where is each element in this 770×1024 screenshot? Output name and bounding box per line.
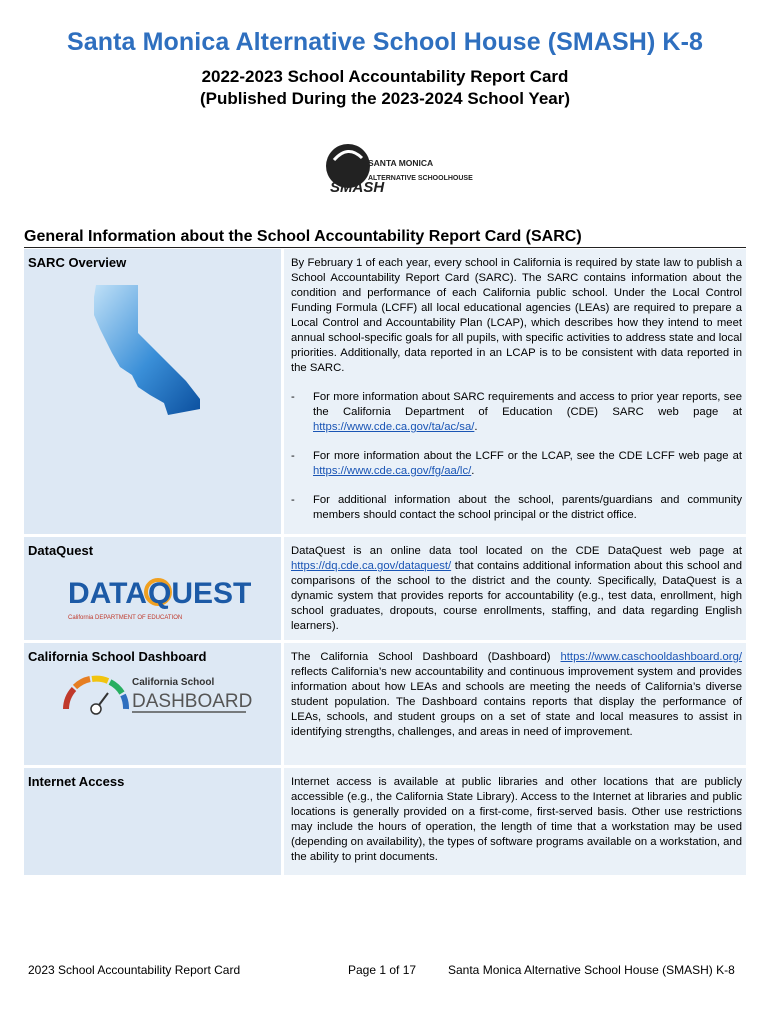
- sarc-overview-text: By February 1 of each year, every school in California is required by state law to publish a School Accountability Report Card (SARC). The SARC contains information about the condition and performance of each California public school. Under the Local Control Funding Formula (LCFF) all local educational agencies (LEAs) are required to prepare a Local Control and Accountability Plan (LCAP), which describes how they intend to meet annual school-specific goals for all pupils, with specific activities to address state and local priorities. Additionally, data reported in an LCAP is to be consistent with data reported in the SARC.: [291, 257, 742, 374]
- dataquest-label: DataQuest: [28, 543, 94, 558]
- sarc-overview-label: SARC Overview: [28, 255, 127, 270]
- logo-name-line-1: SANTA MONICA: [368, 158, 434, 168]
- subtitle-line-1: 2022-2023 School Accountability Report Card: [201, 67, 569, 86]
- dashboard-content: [284, 643, 746, 765]
- bullet-text: For more information about SARC requirements and access to prior year reports, see the California Department of Education (CDE) SARC web page at https://www.cde.ca.gov/ta/ac/sa/.: [313, 391, 742, 433]
- california-map-icon: [86, 281, 216, 421]
- dataquest-content: [284, 537, 746, 640]
- bullet-text: For additional information about the school, parents/guardians and community members should contact the school principal or the district office.: [313, 494, 742, 521]
- logo-mark-text: SMASH: [330, 179, 385, 196]
- internet-access-text: Internet access is available at public libraries and other locations that are publicly accessible (e.g., the California State Library). Access to the Internet at libraries and public locations is generally provided on a first-come, first-served basis. Other use restrictions may include the hours of operation, the length of time that a workstation may be used (depending on availability), the types of software programs available on a workstation, and the ability to print documents.: [291, 776, 742, 863]
- table-row: [24, 249, 746, 534]
- report-subtitle: [0, 66, 770, 110]
- sarc-overview-label-cell: [24, 249, 281, 534]
- section-heading: General Information about the School Accountability Report Card (SARC): [24, 228, 582, 245]
- dashboard-label: California School Dashboard: [28, 649, 207, 664]
- dashboard-text: The California School Dashboard (Dashboard) https://www.caschooldashboard.org/ reflects California’s new accountability and continuous improvement system and provides information about how LEAs and schools are meeting the needs of California’s diverse student population. The Dashboard contains reports that display the performance of LEAs, schools, and student groups on a set of state and local measures to assist in identifying strengths, challenges, and areas in need of improvement.: [291, 651, 742, 738]
- table-row: [24, 768, 746, 875]
- dashboard-logo-line-1: California School: [132, 677, 215, 688]
- dashboard-label-cell: [24, 643, 281, 765]
- subtitle-line-2: (Published During the 2023-2024 School Year): [199, 89, 571, 108]
- dashboard-link[interactable]: https://www.caschooldashboard.org/: [560, 651, 742, 663]
- page-title: Santa Monica Alternative School House (SMASH) K-8: [66, 28, 703, 56]
- dataquest-logo-caption: California DEPARTMENT OF EDUCATION: [68, 615, 183, 621]
- dashboard-logo-line-2: DASHBOARD: [132, 691, 253, 712]
- list-item: [291, 493, 742, 523]
- sarc-info-table: [24, 249, 746, 878]
- internet-access-content: [284, 768, 746, 875]
- dashboard-logo: [60, 669, 253, 719]
- table-row: [24, 537, 746, 640]
- bullet-dash: -: [291, 494, 295, 506]
- bullet-dash: -: [291, 450, 295, 462]
- internet-access-label: Internet Access: [28, 774, 125, 789]
- table-row: [24, 643, 746, 765]
- dataquest-text: DataQuest is an online data tool located on the CDE DataQuest web page at https://dq.cde.ca.gov/dataquest/ that contains additional information about this school and comparisons of the school to the district and the county. Specifically, DataQuest is a dynamic system that provides reports for accountability (e.g., test data, enrollment, high school graduates, dropouts, course enrollments, staffing, and data regarding English learners).: [291, 545, 742, 632]
- dataquest-link[interactable]: https://dq.cde.ca.gov/dataquest/: [291, 560, 452, 572]
- dataquest-logo: [66, 569, 252, 623]
- bullet-dash: -: [291, 391, 295, 403]
- list-item: [291, 449, 742, 479]
- sarc-overview-content: [284, 249, 746, 534]
- lcff-web-page-link[interactable]: https://www.cde.ca.gov/fg/aa/lc/: [313, 465, 472, 477]
- list-item: [291, 390, 742, 435]
- dataquest-logo-word-2: QUEST: [148, 577, 252, 610]
- footer-right: Santa Monica Alternative School House (SMASH) K-8: [448, 963, 735, 977]
- footer-left: 2023 School Accountability Report Card: [28, 963, 241, 977]
- internet-access-label-cell: [24, 768, 281, 875]
- dataquest-label-cell: [24, 537, 281, 640]
- sarc-web-page-link[interactable]: https://www.cde.ca.gov/ta/ac/sa/: [313, 421, 475, 433]
- footer-page-number: Page 1 of 17: [348, 963, 417, 977]
- logo-name-line-2: ALTERNATIVE SCHOOLHOUSE: [368, 175, 473, 182]
- bullet-text: For more information about the LCFF or the LCAP, see the CDE LCFF web page at https://www.cde.ca.gov/fg/aa/lc/.: [313, 450, 742, 477]
- section-divider: [24, 247, 746, 248]
- dataquest-logo-word-1: DATA: [68, 577, 147, 610]
- school-logo: [326, 130, 473, 208]
